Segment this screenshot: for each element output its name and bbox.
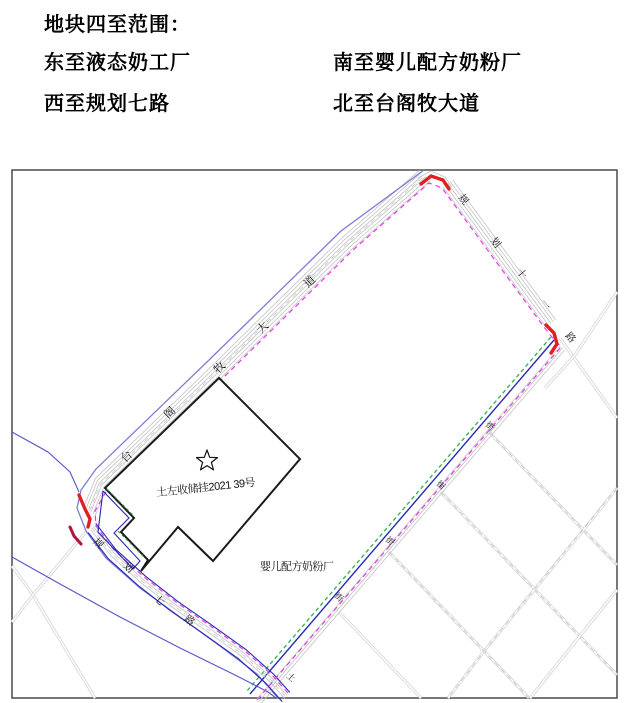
small-road-label: 土 [284,670,298,684]
road-nw-char: 阁 [161,404,179,422]
road-sw-char: 规 [90,536,106,552]
road-ne-char: 十 [513,266,529,282]
road-sw-char: 划 [120,560,136,576]
boundary-line-green [247,337,551,691]
factory-label: 婴儿配方奶粉厂 [260,561,334,573]
road-ne-char: 划 [487,235,503,251]
boundary-east-label: 东至液态奶工厂 [44,52,191,74]
boundary-north-label: 北至台阁牧大道 [333,93,480,115]
small-road-label: 街 [332,590,346,604]
parcel-label: 土左收储挂2021 39号 [155,476,256,500]
road-sw-char: 七 [151,593,167,609]
road-ne-char: 规 [455,192,471,208]
road-nw-char: 道 [301,273,319,291]
boundary-west-label: 西至规划七路 [44,93,170,115]
boundary-line-blue [250,340,554,694]
small-road-label: 街 [483,419,497,433]
road-nw-char: 台 [118,448,136,466]
road-nw-char: 大 [254,319,272,337]
page-title: 地块四至范围： [44,14,191,36]
map-content [12,170,617,703]
road-sw-char: 路 [181,613,197,629]
boundary-south-label: 南至婴儿配方奶粉厂 [333,52,522,74]
road-nw-char: 牧 [211,359,229,377]
small-road-label: 街 [383,534,397,548]
road-ne-char: 一 [537,297,553,313]
parcel-outline [105,378,300,571]
road-se-band [247,337,565,703]
small-road-label: 街 [434,478,448,492]
road-ne-char: 路 [562,330,578,346]
